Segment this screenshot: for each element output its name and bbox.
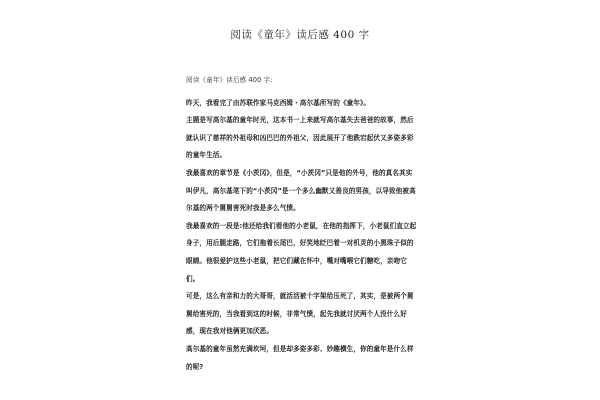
paragraph-2: 主题是写高尔基的童年时光，这本书一上来就写高尔基失去爸爸的故事，然后就认识了慈祥的外祖母和凶巴巴的外祖父，因此展开了他跌宕起伏又多姿多彩的童年生活。 — [186, 116, 414, 160]
paragraph-1: 昨天，我看完了由苏联作家马克西姆・高尔基所写的《童年》。 — [186, 98, 371, 107]
paragraph-6: 高尔基的童年虽然充满坎坷，但是却多姿多彩、妙趣横生，你的童年是什么样的呢? — [186, 344, 414, 371]
document-body — [186, 72, 418, 376]
intro-line: 阅读《童年》读后感 400 字: — [186, 76, 273, 84]
paragraph-4: 我最喜欢的一段是:他还给我们看他的小老鼠，在他的指挥下，小老鼠们直立起身子，用后腿走路，它们拖着长尾巴，好笑地眨巴着一对机灵的小黑珠子似的眼睛。他很爱护这些小老鼠，把它们藏在怀中，嘴对嘴喂它们糖吃，亲吻它们。 — [186, 221, 417, 283]
page-title: 阅读《童年》读后感 400 字 — [230, 29, 370, 41]
paragraph-5: 可是，这么有亲和力的大哥哥，就活活被十字架给压死了，其实，是被两个舅舅给害死的，当我看到这的时候，非常气愤，起先我就讨厌两个人没什么好感，现在我对他俩更加厌恶。 — [186, 292, 414, 336]
paragraph-3: 我最喜欢的章节是《小茨冈》，但是，“小茨冈”只是他的外号，他的真名其实叫伊凡，高尔基笔下的“小茨冈”是一个多么幽默又善良的男孩，以导致他被高尔基的两个舅舅害死时我是多么气愤。 — [186, 168, 416, 213]
